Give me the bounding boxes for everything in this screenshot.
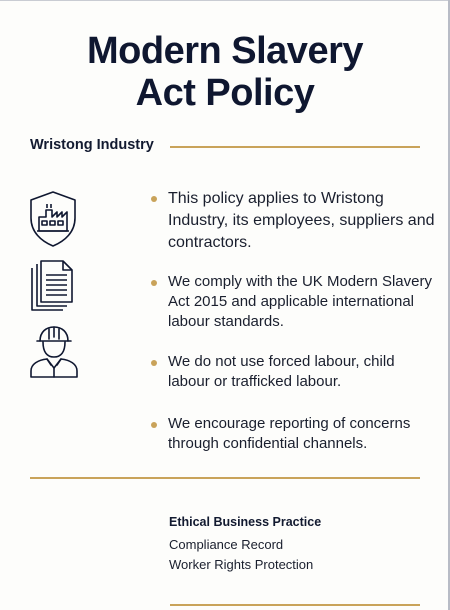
policy-bullet-no-forced-labour: We do not use forced labour, child labour or trafficked labour. (150, 352, 435, 392)
company-name: Wristong Industry (30, 137, 154, 153)
policy-bullet-compliance: We comply with the UK Modern Slavery Act 2015 and applicable international labour standards. (150, 272, 435, 332)
page-title (0, 30, 450, 114)
footer-block (169, 514, 321, 575)
factory-shield-icon (27, 190, 79, 248)
policy-bullet-scope: This policy applies to Wristong Industry, its employees, suppliers and contractors. (150, 188, 435, 254)
footer-line-worker-rights: Worker Rights Protection (169, 557, 314, 572)
title-line-1: Modern Slavery (87, 30, 363, 72)
section-divider (30, 477, 420, 479)
footer-line-compliance: Compliance Record (169, 537, 284, 552)
top-border (0, 0, 450, 1)
bottom-divider (170, 604, 420, 606)
policy-bullet-list (150, 188, 435, 454)
worker-hardhat-icon (27, 325, 81, 379)
title-line-2: Act Policy (135, 72, 315, 114)
documents-icon (27, 260, 77, 314)
policy-bullet-reporting: We encourage reporting of concerns through confidential channels. (150, 414, 435, 454)
footer-heading: Ethical Business Practice (169, 515, 322, 529)
header-divider (170, 146, 420, 148)
